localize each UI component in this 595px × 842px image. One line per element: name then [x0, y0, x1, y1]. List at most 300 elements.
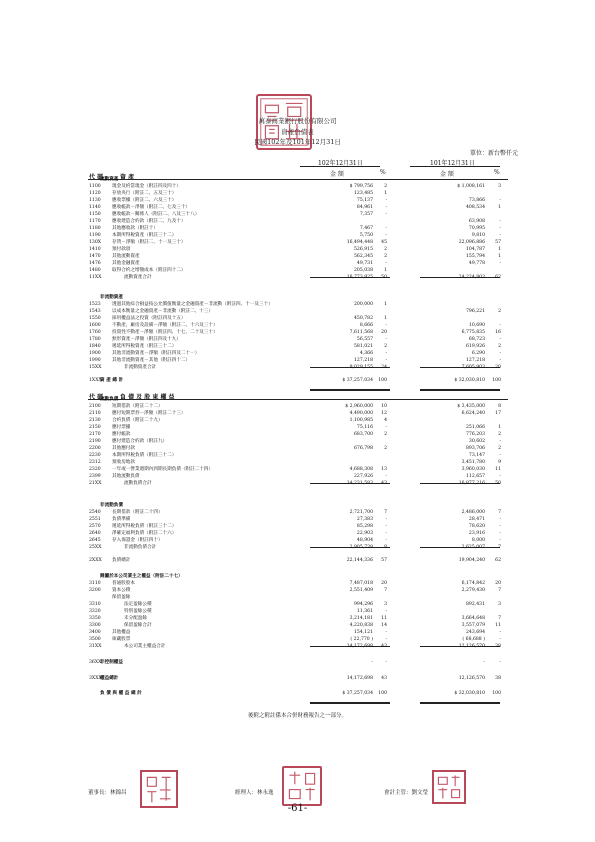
row-percent-current: 43 — [381, 644, 387, 649]
row-percent-prior: 2 — [498, 446, 501, 451]
row-amount-current: 2,721,700 — [349, 510, 373, 515]
row-percent-current: - — [385, 358, 387, 363]
row-amount-prior: 49,778 — [468, 261, 485, 266]
row-code: 31XX — [89, 644, 102, 649]
row-amount-current: 8,666 — [359, 323, 373, 328]
row-amount-prior: 6,624,240 — [461, 411, 485, 416]
row-code: 2312 — [89, 460, 101, 465]
row-amount-current: 227,926 — [354, 474, 373, 479]
row-percent-prior: 2 — [498, 344, 501, 349]
row-label: 流動負債合計 — [124, 481, 152, 486]
row-amount-current: 127,218 — [354, 358, 373, 363]
row-percent-prior: 100 — [492, 691, 501, 696]
table-row — [0, 643, 595, 651]
row-percent-prior: 3 — [498, 602, 501, 607]
row-percent-current: - — [385, 337, 387, 342]
row-percent-current: - — [385, 474, 387, 479]
row-percent-current: - — [385, 524, 387, 529]
row-amount-current: 4,220,838 — [349, 623, 373, 628]
row-amount-prior: 3,664,648 — [461, 616, 485, 621]
row-amount-current: 4,490,000 — [349, 411, 373, 416]
row-percent-current: 13 — [381, 467, 387, 472]
row-amount-current: 22,903 — [356, 531, 373, 536]
row-label: 合約負債（附註二十九） — [112, 418, 163, 423]
row-label: 應付短期票券－淨額（附註二十三） — [112, 411, 186, 416]
row-amount-prior: 3,960,030 — [461, 467, 485, 472]
row-percent-current: - — [385, 233, 387, 238]
row-percent-current: 100 — [378, 378, 387, 383]
row-code: 1150 — [89, 212, 101, 217]
row-percent-current: 2 — [384, 184, 387, 189]
row-code: 2200 — [89, 446, 101, 451]
row-amount-current: 16,494,448 — [346, 240, 373, 245]
row-percent-prior: 7 — [498, 545, 501, 550]
row-amount-prior: 68,723 — [468, 337, 485, 342]
accountant-signature: 會計主管：劉文瑩 — [384, 790, 429, 796]
row-amount-current: 205,038 — [354, 268, 373, 273]
row-percent-current: 1 — [384, 191, 387, 196]
row-code: 2640 — [89, 531, 101, 536]
row-amount-prior: 892,431 — [466, 602, 485, 607]
row-code: 36XX — [89, 660, 102, 665]
row-amount-prior: 16,877,216 — [458, 481, 485, 486]
row-code: 15XX — [89, 365, 102, 370]
row-code: 2399 — [89, 474, 101, 479]
row-label: 一年或一營業週期內到期長期負債（附註二十四） — [112, 467, 214, 472]
row-amount-prior: 2,486,000 — [461, 510, 485, 515]
company-name: 萬泰商業銀行股份有限公司 — [258, 117, 337, 125]
row-code: 25XX — [89, 545, 102, 550]
row-amount-prior: 6,174,842 — [461, 581, 485, 586]
row-amount-prior: 30,602 — [468, 439, 485, 444]
row-percent-prior: 8 — [498, 404, 501, 409]
row-percent-prior: - — [499, 453, 501, 458]
row-percent-prior: 1 — [498, 247, 501, 252]
row-label: 負 債 與 權 益 總 計 — [100, 691, 142, 696]
row-percent-current: - — [385, 630, 387, 635]
manager-signature: 經理人：林永逸 — [235, 790, 274, 796]
col-amount-current: 金 額 — [330, 171, 344, 178]
row-amount-prior: 10,690 — [468, 323, 485, 328]
row-code: 3300 — [89, 623, 101, 628]
row-label: 投資性不動產－淨額（附註四、十七、二十及三十） — [112, 330, 218, 335]
row-label: 現金及約當現金（附註四及四十） — [112, 184, 181, 189]
row-percent-prior: - — [499, 439, 501, 444]
row-amount-current: 562,345 — [354, 254, 373, 259]
row-code: 130X — [89, 240, 102, 245]
row-percent-prior: 7 — [498, 510, 501, 515]
row-amount-current: - — [371, 660, 373, 665]
row-percent-current: 1 — [384, 268, 387, 273]
row-percent-current: - — [385, 517, 387, 522]
row-amount-current: 14,172,698 — [346, 644, 373, 649]
row-code: 1480 — [89, 268, 101, 273]
row-label: 應付建造合約款（附註九） — [112, 439, 168, 444]
row-label: 採用權益法之投資（附註四及十五） — [112, 316, 186, 321]
row-code: 1100 — [89, 184, 101, 189]
row-amount-current: $ 799,756 — [349, 184, 373, 189]
row-code: 2540 — [89, 510, 101, 515]
row-label: 應付帳款 — [112, 432, 131, 437]
row-amount-prior: 893,706 — [466, 446, 485, 451]
row-label: 短期借款（附註二十二） — [112, 404, 163, 409]
col-percent-current: % — [380, 169, 386, 176]
row-label: 特別盈餘公積 — [124, 609, 152, 614]
row-label: 非流動負債 — [100, 503, 123, 508]
row-amount-prior: 70,995 — [468, 226, 485, 231]
row-amount-current: 7,611,568 — [349, 330, 373, 335]
row-percent-current: 10 — [381, 404, 387, 409]
row-code: 1180 — [89, 226, 101, 231]
row-label: 存放央行（附註二、五及三十） — [112, 191, 177, 196]
row-label: 應付票據 — [112, 425, 131, 430]
row-percent-prior: - — [499, 261, 501, 266]
row-percent-prior: 7 — [498, 616, 501, 621]
footnote: 後附之附註係本合併財務報告之一部分。 — [247, 713, 347, 719]
row-amount-prior: 73,147 — [468, 453, 485, 458]
row-amount-current: 27,383 — [356, 517, 373, 522]
row-percent-current: - — [385, 261, 387, 266]
row-percent-prior: - — [499, 630, 501, 635]
row-percent-current: 1 — [384, 302, 387, 307]
row-code: 1170 — [89, 219, 101, 224]
row-code: 1900 — [89, 351, 101, 356]
row-percent-prior: 62 — [495, 275, 501, 280]
row-amount-prior: 3,557,079 — [461, 623, 485, 628]
row-code: 1XXX — [89, 378, 102, 383]
row-code: 2190 — [89, 439, 101, 444]
row-percent-current: 20 — [381, 330, 387, 335]
row-amount-prior: 22,096,886 — [458, 240, 485, 245]
row-label: 其他非流動資產－其他（附註四十二） — [112, 358, 191, 363]
row-code: 1190 — [89, 233, 101, 238]
row-percent-prior: - — [499, 660, 501, 665]
row-percent-prior: 11 — [495, 467, 501, 472]
row-percent-current: - — [385, 198, 387, 203]
row-label: 資本公積 — [112, 588, 131, 593]
row-label: 以成本衡量之金融資產－非流動（附註二、十三） — [112, 309, 214, 314]
row-amount-prior: 251,066 — [466, 425, 485, 430]
row-amount-prior: 24,224,803 — [458, 275, 485, 280]
row-code: 2570 — [89, 524, 101, 529]
row-percent-prior: - — [499, 226, 501, 231]
header-rule — [410, 166, 500, 167]
statement-title: 資產負債表 — [281, 128, 314, 136]
row-amount-current: $ 2,960,000 — [345, 404, 373, 409]
row-amount-current: 581,021 — [354, 344, 373, 349]
row-amount-prior: 7,605,903 — [461, 365, 485, 370]
row-amount-prior: 19,904,240 — [458, 558, 485, 563]
row-percent-current: 3 — [384, 602, 387, 607]
row-percent-current: 7 — [384, 510, 387, 515]
row-label: 非流動資產 — [100, 295, 123, 300]
row-code: 2130 — [89, 418, 101, 423]
row-amount-current: 676,798 — [354, 446, 373, 451]
row-amount-prior: 63,908 — [468, 219, 485, 224]
row-code: 1130 — [89, 198, 101, 203]
row-amount-current: 75,137 — [356, 198, 373, 203]
row-amount-prior: 127,218 — [466, 358, 485, 363]
row-percent-current: 2 — [384, 344, 387, 349]
row-label: 權益總計 — [100, 676, 119, 681]
row-code: 3350 — [89, 616, 101, 621]
row-percent-current: 57 — [381, 558, 387, 563]
row-code: 1600 — [89, 323, 101, 328]
row-code: 3200 — [89, 588, 101, 593]
row-percent-current: - — [385, 226, 387, 231]
row-code: 1760 — [89, 330, 101, 335]
row-label: 長期借款（附註二十四） — [112, 510, 163, 515]
row-percent-current: 24 — [381, 365, 387, 370]
row-percent-current: - — [385, 425, 387, 430]
table-row — [0, 377, 595, 385]
row-percent-current: 1 — [384, 316, 387, 321]
row-percent-prior: - — [499, 351, 501, 356]
row-amount-prior: 243,694 — [466, 630, 485, 635]
row-label: 法定盈餘公積 — [124, 602, 152, 607]
row-label: 保留盈餘合計 — [124, 623, 152, 628]
row-amount-prior: ( 68,688 ) — [462, 637, 485, 642]
page-number: -61- — [287, 803, 308, 814]
row-amount-current: 994,296 — [354, 602, 373, 607]
row-amount-current: 2,551,409 — [349, 588, 373, 593]
total-double-rule — [310, 389, 390, 391]
table-row — [0, 480, 595, 488]
row-amount-current: 22,144,336 — [346, 558, 373, 563]
row-amount-current: 56,557 — [356, 337, 373, 342]
row-code: 2230 — [89, 453, 101, 458]
row-percent-current: 8 — [384, 545, 387, 550]
chairman-signature: 董事長：林錦昌 — [88, 790, 127, 796]
row-label: 負債總計 — [112, 558, 131, 563]
row-amount-current: 84,961 — [356, 205, 373, 210]
row-code: 1470 — [89, 254, 101, 259]
row-amount-current: 75,116 — [356, 425, 373, 430]
table-row — [0, 274, 595, 282]
row-amount-prior: 12,126,570 — [458, 676, 485, 681]
row-percent-current: 4 — [384, 418, 387, 423]
row-amount-current: 450,782 — [354, 316, 373, 321]
row-label: 保留盈餘 — [112, 595, 131, 600]
row-percent-prior: - — [499, 233, 501, 238]
row-code: 2645 — [89, 538, 101, 543]
row-label: 非流動資產合計 — [124, 365, 157, 370]
row-percent-prior: 57 — [495, 240, 501, 245]
row-code: 2170 — [89, 432, 101, 437]
row-code: 1523 — [89, 302, 101, 307]
row-percent-current: 2 — [384, 247, 387, 252]
row-label: 應收建造合約款（附註二、九及十） — [112, 219, 186, 224]
row-code: 3XXX — [89, 676, 102, 681]
row-label: 存入保證金（附註四十） — [112, 538, 163, 543]
row-label: 存貨－淨額（附註二、十一及三十） — [112, 240, 186, 245]
table-row — [0, 690, 595, 698]
row-percent-current: - — [385, 609, 387, 614]
row-label: 資 產 總 計 — [100, 378, 124, 383]
row-amount-current: 1,100,985 — [349, 418, 373, 423]
row-label: 非流動負債合計 — [124, 545, 157, 550]
row-amount-current: 3,214,181 — [349, 616, 373, 621]
row-percent-prior: 1 — [498, 254, 501, 259]
row-amount-prior: 408,534 — [466, 205, 485, 210]
total-double-rule — [420, 389, 500, 391]
row-code: 2XXX — [89, 558, 102, 563]
row-percent-prior: 38 — [495, 644, 501, 649]
row-amount-current: 7,467 — [359, 226, 373, 231]
row-code: 2110 — [89, 411, 101, 416]
row-amount-current: 5,750 — [359, 233, 373, 238]
row-amount-current: 683,700 — [354, 432, 373, 437]
row-code: 1410 — [89, 247, 101, 252]
row-percent-current: - — [385, 323, 387, 328]
row-percent-current: 50 — [381, 275, 387, 280]
row-label: 流動負債 — [100, 397, 119, 402]
row-code: 3500 — [89, 637, 101, 642]
row-amount-prior: 619,926 — [466, 344, 485, 349]
row-amount-prior: 112,657 — [466, 474, 485, 479]
row-code: 11XX — [89, 275, 102, 280]
row-label: 應收帳款－淨額（附註二、七及三十） — [112, 205, 191, 210]
row-percent-current: - — [385, 660, 387, 665]
table-row — [0, 364, 595, 372]
row-percent-current: 2 — [384, 446, 387, 451]
row-percent-prior: - — [499, 474, 501, 479]
row-percent-prior: - — [499, 524, 501, 529]
row-code: 3110 — [89, 581, 101, 586]
row-label: 遞延所得稅負債（附註三十二） — [112, 524, 177, 529]
row-percent-current: 43 — [381, 676, 387, 681]
row-amount-current: 48,904 — [356, 538, 373, 543]
row-amount-current: $ 37,257,034 — [342, 691, 373, 696]
row-amount-current: 526,915 — [354, 247, 373, 252]
manager-seal-stamp — [282, 766, 322, 806]
row-percent-current: - — [385, 637, 387, 642]
row-amount-current: 2,905,738 — [349, 545, 373, 550]
row-label: 本期所得稅負債（附註三十二） — [112, 453, 177, 458]
total-double-rule — [310, 702, 390, 704]
row-percent-current: 45 — [381, 240, 387, 245]
row-amount-prior: 78,620 — [468, 524, 485, 529]
total-double-rule — [420, 702, 500, 704]
row-amount-prior: 776,203 — [466, 432, 485, 437]
row-percent-current: - — [385, 538, 387, 543]
row-code: 3320 — [89, 609, 101, 614]
row-code: 1550 — [89, 316, 101, 321]
row-percent-current: 2 — [384, 254, 387, 259]
row-amount-current: 4,688,308 — [349, 467, 373, 472]
row-amount-prior: $ 1,008,161 — [457, 184, 485, 189]
row-percent-prior: 100 — [492, 378, 501, 383]
row-amount-prior: 73,866 — [468, 198, 485, 203]
table-row — [0, 557, 595, 565]
row-label: 應收帳款－關係人（附註二、八及三十八） — [112, 212, 200, 217]
row-code: 21XX — [89, 481, 102, 486]
row-amount-current: $ 37,257,034 — [342, 378, 373, 383]
row-amount-prior: 9,810 — [471, 233, 485, 238]
row-amount-prior: $ 32,030,810 — [454, 691, 485, 696]
row-percent-prior: - — [499, 337, 501, 342]
row-percent-prior: - — [499, 198, 501, 203]
row-label: 預收房地款 — [112, 460, 135, 465]
row-percent-current: 20 — [381, 581, 387, 586]
assets-item-header: 資 產 — [120, 174, 135, 181]
row-percent-prior: 62 — [495, 558, 501, 563]
row-label: 應收票據（附註二、六及三十） — [112, 198, 177, 203]
row-label: 流動資產合計 — [124, 275, 152, 280]
row-code: 1120 — [89, 191, 101, 196]
row-percent-current: 7 — [384, 588, 387, 593]
row-amount-current: 49,731 — [356, 261, 373, 266]
row-amount-current: 7,487,018 — [349, 581, 373, 586]
table-row — [0, 659, 595, 667]
row-percent-prior: 2 — [498, 309, 501, 314]
row-label: 其他應收款（附註十） — [112, 226, 158, 231]
row-percent-prior: 50 — [495, 481, 501, 486]
row-amount-current: 14,172,698 — [346, 676, 373, 681]
row-label: 本期所得稅資產（附註三十二） — [112, 233, 177, 238]
row-amount-prior: 6,775,835 — [461, 330, 485, 335]
row-percent-prior: 3 — [498, 184, 501, 189]
table-row — [0, 544, 595, 552]
row-amount-prior: 2,279,430 — [461, 588, 485, 593]
row-percent-current: - — [385, 205, 387, 210]
row-label: 其他權益 — [112, 630, 131, 635]
row-amount-prior: 104,787 — [466, 247, 485, 252]
row-percent-prior: - — [499, 637, 501, 642]
row-percent-current: 43 — [381, 481, 387, 486]
row-label: 透過其他綜合損益按公允價值衡量之金融資產－非流動（附註四、十一及三十） — [112, 302, 273, 307]
row-code: 3310 — [89, 602, 101, 607]
row-percent-current: - — [385, 351, 387, 356]
row-amount-prior: 8,000 — [471, 538, 485, 543]
row-code: 1543 — [89, 309, 101, 314]
row-code: 1476 — [89, 261, 101, 266]
row-amount-prior: 6,290 — [471, 351, 485, 356]
row-amount-current: 85,298 — [356, 524, 373, 529]
row-percent-prior: 7 — [498, 588, 501, 593]
row-amount-current: 9,029,155 — [349, 365, 373, 370]
row-amount-prior: 155,794 — [466, 254, 485, 259]
col-amount-prior: 金 額 — [440, 171, 454, 178]
row-percent-prior: 16 — [495, 330, 501, 335]
row-label: 普通股股本 — [112, 581, 135, 586]
row-label: 無形資產－淨額（附註四及十九） — [112, 337, 181, 342]
row-code: 1840 — [89, 344, 101, 349]
row-percent-prior: 38 — [495, 676, 501, 681]
row-amount-current: 18,773,925 — [346, 275, 373, 280]
liabilities-item-header: 負 債 及 股 東 權 益 — [120, 394, 175, 401]
row-amount-prior: - — [483, 660, 485, 665]
row-percent-prior: 9 — [498, 460, 501, 465]
row-code: 2100 — [89, 404, 101, 409]
row-label: 其他金融資產 — [112, 261, 140, 266]
row-percent-current: - — [385, 212, 387, 217]
row-amount-prior: $ 32,030,810 — [454, 378, 485, 383]
assets-code-header: 代 碼 — [89, 174, 104, 181]
col-percent-prior: % — [494, 169, 500, 176]
row-percent-current: - — [385, 531, 387, 536]
row-percent-prior: - — [499, 219, 501, 224]
row-label: 其他非流動資產－淨額（附註四及二十一） — [112, 351, 200, 356]
row-code: 2320 — [89, 467, 101, 472]
row-code: 2551 — [89, 517, 101, 522]
row-label: 其他應付款 — [112, 446, 135, 451]
unit-note: 單位：新台幣仟元 — [470, 150, 519, 157]
row-percent-prior: 11 — [495, 623, 501, 628]
row-label: 非控制權益 — [100, 660, 123, 665]
row-percent-prior: - — [499, 517, 501, 522]
row-percent-prior: 17 — [495, 411, 501, 416]
